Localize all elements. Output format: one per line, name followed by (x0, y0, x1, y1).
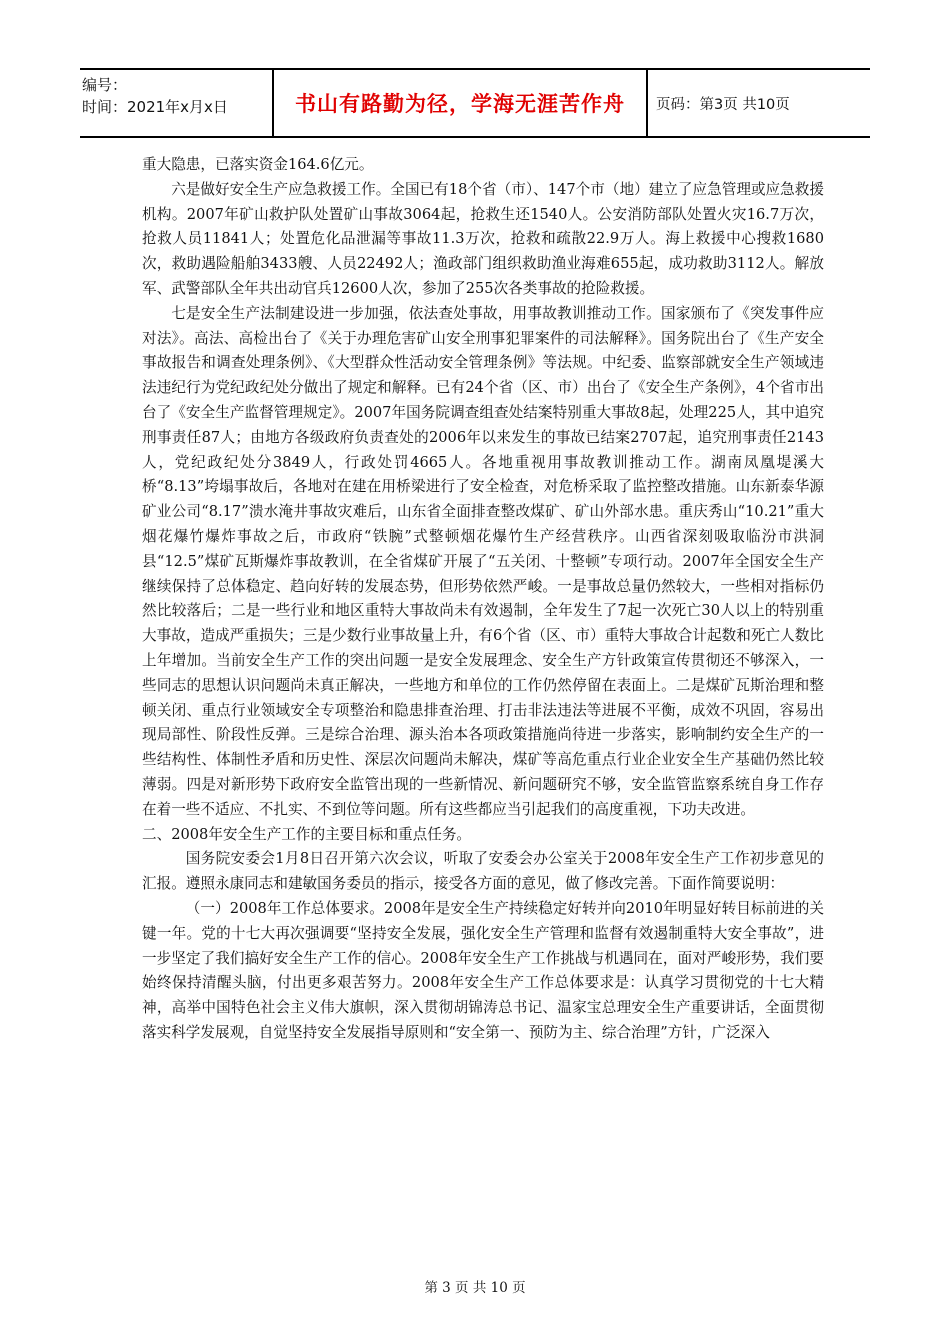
document-number-label: 编号： (82, 76, 128, 94)
paragraph-overall-requirements: （一）2008年工作总体要求。2008年是安全生产持续稳定好转并向2010年明显好转目标前进的关键一年。党的十七大再次强调要“坚持安全发展，强化安全生产管理和监督有效遏制重特大安全事故”，进一步坚定了我们搞好安全生产工作的信心。2008年安全生产工作挑战与机遇同在，面对严峻形势，我们要始终保持清醒头脑，付出更多艰苦努力。2008年安全生产工作总体要求是：认真学习贯彻党的十七大精神，高举中国特色社会主义伟大旗帜，深入贯彻胡锦涛总书记、温家宝总理安全生产重要讲话，全面贯彻落实科学发展观，自觉坚持安全发展指导原则和“安全第一、预防为主、综合治理”方针，广泛深入 (142, 899, 824, 1041)
paragraph-continuation: 重大隐患，已落实资金164.6亿元。 (142, 156, 374, 173)
header-motto: 书山有路勤为径，学海无涯苦作舟 (272, 70, 648, 136)
section-heading-2008-goals: 二、2008年安全生产工作的主要目标和重点任务。 (142, 825, 472, 843)
document-body (142, 153, 824, 1046)
header-meta (80, 70, 272, 136)
page-footer: 第 3 页 共 10 页 (424, 1280, 526, 1296)
header-page-info: 页码：第3页 共10页 (656, 96, 790, 113)
page-header (80, 68, 870, 138)
paragraph-emergency-rescue: 六是做好安全生产应急救援工作。全国已有18个省（市）、147个市（地）建立了应急管理或应急救援机构。2007年矿山救护队处置矿山事故3064起，抢救生还1540人。公安消防部队处置火灾16.7万次，抢救人员11841人；处置危化品泄漏等事故11.3万次，抢救和疏散22.9万人。海上救援中心搜救1680次，救助遇险船舶3433艘、人员22492人；渔政部门组织救助渔业海难655起，成功救助3112人。解放军、武警部队全年共出动官兵12600人次，参加了255次各类事故的抢险救援。 (142, 180, 824, 297)
paragraph-state-council-meeting: 国务院安委会1月8日召开第六次会议，听取了安委会办公室关于2008年安全生产工作初步意见的汇报。遵照永康同志和建敏国务委员的指示，接受各方面的意见，做了修改完善。下面作简要说明： (142, 850, 824, 893)
document-time: 时间：2021年x月x日 (82, 98, 228, 116)
paragraph-legal-system: 七是安全生产法制建设进一步加强，依法查处事故，用事故教训推动工作。国家颁布了《突发事件应对法》。高法、高检出台了《关于办理危害矿山安全刑事犯罪案件的司法解释》。国务院出台了《生产安全事故报告和调查处理条例》、《大型群众性活动安全管理条例》等法规。中纪委、监察部就安全生产领域违法违纪行为党纪政纪处分做出了规定和解释。已有24个省（区、市）出台了《安全生产条例》，4个省市出台了《安全生产监督管理规定》。2007年国务院调查组查处结案特别重大事故8起，处理225人，其中追究刑事责任87人；由地方各级政府负责查处的2006年以来发生的事故已结案2707起，追究刑事责任2143人，党纪政纪处分3849人，行政处罚4665人。各地重视用事故教训推动工作。湖南凤凰堤溪大桥“8.13”垮塌事故后，各地对在建在用桥梁进行了安全检查，对危桥采取了监控整改措施。山东新泰华源矿业公司“8.17”溃水淹井事故灾难后，山东省全面排查整改煤矿、矿山外部水患。重庆秀山“10.21”重大烟花爆竹爆炸事故之后，市政府“铁腕”式整顿烟花爆竹生产经营秩序。山西省深刻吸取临汾市洪洞县“12.5”煤矿瓦斯爆炸事故教训，在全省煤矿开展了“五关闭、十整顿”专项行动。2007年全国安全生产继续保持了总体稳定、趋向好转的发展态势，但形势依然严峻。一是事故总量仍然较大，一些相对指标仍然比较落后；二是一些行业和地区重特大事故尚未有效遏制，全年发生了7起一次死亡30人以上的特别重大事故，造成严重损失；三是少数行业事故量上升，有6个省（区、市）重特大事故合计起数和死亡人数比上年增加。当前安全生产工作的突出问题一是安全发展理念、安全生产方针政策宣传贯彻还不够深入，一些同志的思想认识问题尚未真正解决，一些地方和单位的工作仍然停留在表面上。二是煤矿瓦斯治理和整顿关闭、重点行业领域安全专项整治和隐患排查治理、打击非法违法等进展不平衡，成效不巩固，容易出现局部性、阶段性反弹。三是综合治理、源头治本各项政策措施尚待进一步落实，影响制约安全生产的一些结构性、体制性矛盾和历史性、深层次问题尚未解决，煤矿等高危重点行业企业安全生产基础仍然比较薄弱。四是对新形势下政府安全监管出现的一些新情况、新问题研究不够，安全监管监察系统自身工作存在着一些不适应、不扎实、不到位等问题。所有这些都应当引起我们的高度重视，下功夫改进。 (142, 304, 824, 818)
